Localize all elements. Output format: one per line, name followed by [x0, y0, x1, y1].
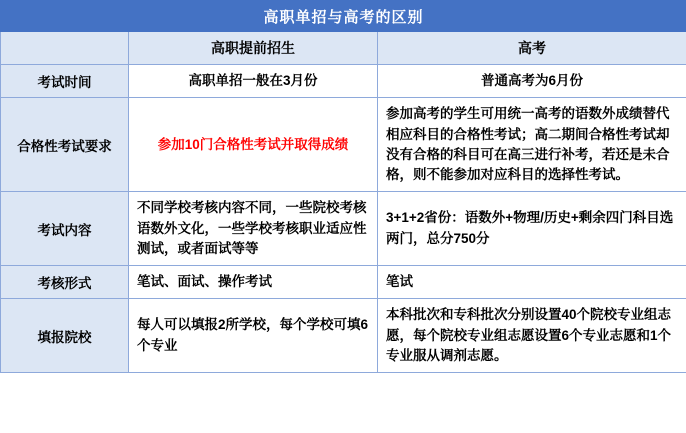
- row-label-exam-format: 考核形式: [1, 266, 129, 299]
- cell-qualification-a: 参加10门合格性考试并取得成绩: [129, 98, 378, 192]
- cell-exam-time-b: 普通高考为6月份: [378, 65, 686, 98]
- table-row: [1, 266, 686, 299]
- row-label-exam-content: 考试内容: [1, 192, 129, 266]
- cell-application-b: 本科批次和专科批次分别设置40个院校专业组志愿，每个院校专业组志愿设置6个专业志愿和1个专业服从调剂志愿。: [378, 299, 686, 373]
- cell-exam-format-a: 笔试、面试、操作考试: [129, 266, 378, 299]
- row-label-qualification-requirement: 合格性考试要求: [1, 98, 129, 192]
- table-header-row: [1, 32, 686, 65]
- table-row: [1, 299, 686, 373]
- cell-exam-content-a: 不同学校考核内容不同，一些院校考核语数外文化，一些学校考核职业适应性测试，或者面试等等: [129, 192, 378, 266]
- cell-exam-content-b: 3+1+2省份：语数外+物理/历史+剩余四门科目选两门，总分750分: [378, 192, 686, 266]
- header-column-a: 高职提前招生: [129, 32, 378, 65]
- table-row: [1, 98, 686, 192]
- cell-qualification-b: 参加高考的学生可用统一高考的语数外成绩替代相应科目的合格性考试；高二期间合格性考试却没有合格的科目可在高三进行补考，若还是未合格，则不能参加对应科目的选择性考试。: [378, 98, 686, 192]
- cell-exam-time-a: 高职单招一般在3月份: [129, 65, 378, 98]
- table-title-row: [1, 1, 686, 32]
- header-label-blank: [1, 32, 129, 65]
- cell-exam-format-b: 笔试: [378, 266, 686, 299]
- header-column-b: 高考: [378, 32, 686, 65]
- row-label-exam-time: 考试时间: [1, 65, 129, 98]
- page-title: 高职单招与高考的区别: [1, 1, 686, 32]
- table-row: [1, 192, 686, 266]
- cell-application-a: 每人可以填报2所学校，每个学校可填6个专业: [129, 299, 378, 373]
- row-label-application-schools: 填报院校: [1, 299, 129, 373]
- table-row: [1, 65, 686, 98]
